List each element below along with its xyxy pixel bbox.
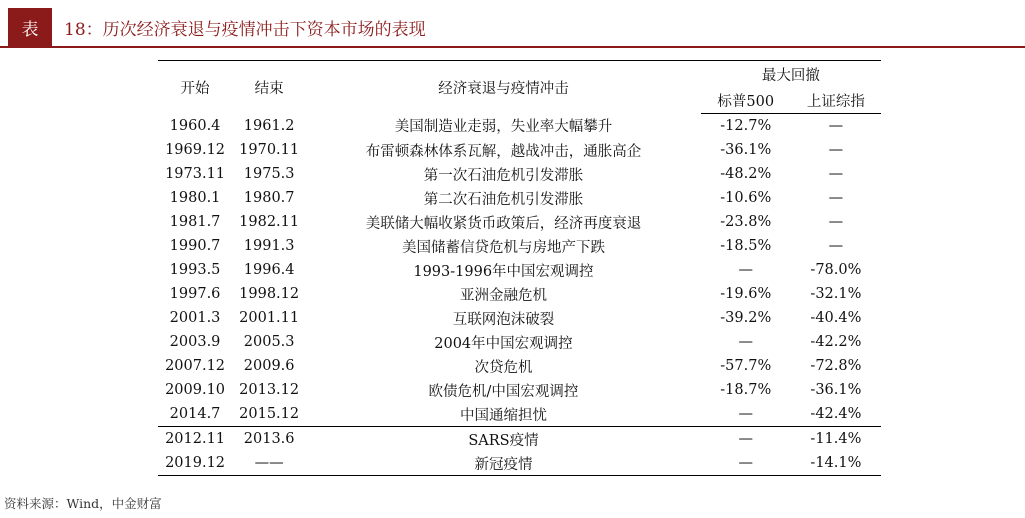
cell-end: 1970.11 xyxy=(239,142,300,158)
cell-start: 2001.3 xyxy=(169,310,221,326)
cell-start: 2019.12 xyxy=(165,455,226,471)
epidemic-rows xyxy=(158,427,881,476)
col-header-end: 结束 xyxy=(254,80,284,97)
table-row xyxy=(158,451,881,476)
cell-shanghai: -42.2% xyxy=(810,334,862,350)
table-row xyxy=(158,354,881,378)
cell-sp500: -19.6% xyxy=(720,286,772,302)
table-row xyxy=(158,234,881,258)
cell-end: 1998.12 xyxy=(239,286,300,302)
cell-start: 1980.1 xyxy=(169,190,221,206)
col-header-start: 开始 xyxy=(180,80,210,97)
cell-sp500: -57.7% xyxy=(720,358,772,374)
cell-start: 1960.4 xyxy=(169,117,221,134)
cell-end: 2009.6 xyxy=(243,358,295,374)
recession-drawdown-table xyxy=(158,60,881,476)
cell-start: 1973.11 xyxy=(165,166,226,182)
cell-sp500: — xyxy=(701,427,791,452)
cell-shanghai: -32.1% xyxy=(810,286,862,302)
cell-sp500: -12.7% xyxy=(720,118,772,134)
cell-shanghai: -72.8% xyxy=(810,358,862,374)
cell-sp500: -39.2% xyxy=(720,310,772,326)
cell-start: 2007.12 xyxy=(165,358,226,374)
table-row xyxy=(158,402,881,427)
table-row xyxy=(158,162,881,186)
cell-end: —— xyxy=(254,455,284,471)
table-row xyxy=(158,210,881,234)
cell-shanghai: — xyxy=(828,214,844,230)
cell-sp500: -18.5% xyxy=(720,238,772,254)
cell-event: 互联网泡沫破裂 xyxy=(452,311,555,328)
cell-event: 欧债危机/中国宏观调控 xyxy=(428,383,579,400)
cell-event: 美国储蓄信贷危机与房地产下跌 xyxy=(401,239,605,256)
cell-sp500: — xyxy=(738,334,754,350)
cell-event: 1993-1996年中国宏观调控 xyxy=(413,263,594,280)
cell-shanghai: — xyxy=(828,190,844,206)
col-header-shanghai: 上证综指 xyxy=(791,87,881,114)
cell-shanghai: -36.1% xyxy=(810,382,862,398)
table-row xyxy=(158,330,881,354)
cell-shanghai: — xyxy=(828,142,844,158)
cell-start: 1997.6 xyxy=(169,286,221,302)
cell-sp500: — xyxy=(738,262,754,278)
col-header-event: 经济衰退与疫情冲击 xyxy=(438,80,569,97)
figure-header xyxy=(0,8,1025,48)
cell-sp500: -18.7% xyxy=(720,382,772,398)
cell-sp500: -10.6% xyxy=(720,190,772,206)
cell-event: 2004年中国宏观调控 xyxy=(434,335,573,352)
cell-shanghai: -14.1% xyxy=(810,455,862,471)
cell-end: 1961.2 xyxy=(243,117,295,134)
col-header-sp500: 标普500 xyxy=(701,87,791,114)
table-row xyxy=(158,114,881,139)
cell-end: 1996.4 xyxy=(243,262,295,278)
recession-rows xyxy=(158,114,881,427)
cell-start: 2003.9 xyxy=(169,334,221,350)
cell-start: 2014.7 xyxy=(169,406,221,422)
cell-event: SARS疫情 xyxy=(306,427,701,452)
cell-shanghai: -11.4% xyxy=(791,427,881,452)
table-row xyxy=(158,186,881,210)
cell-event: 中国通缩担忧 xyxy=(459,407,547,424)
cell-event: 亚洲金融危机 xyxy=(459,287,547,304)
cell-end: 2013.12 xyxy=(239,382,300,398)
cell-event: 第一次石油危机引发滞胀 xyxy=(423,167,584,184)
cell-start: 1993.5 xyxy=(169,262,221,278)
table-row xyxy=(158,138,881,162)
cell-end: 1980.7 xyxy=(243,190,295,206)
cell-start: 1990.7 xyxy=(169,238,221,254)
cell-start: 2009.10 xyxy=(165,382,226,398)
table-row xyxy=(158,427,881,452)
cell-sp500: — xyxy=(738,406,754,422)
table-row xyxy=(158,258,881,282)
cell-shanghai: -40.4% xyxy=(810,310,862,326)
cell-event: 美国制造业走弱，失业率大幅攀升 xyxy=(394,119,613,136)
cell-shanghai: — xyxy=(828,166,844,182)
source-note: 资料来源：Wind，中金财富 xyxy=(4,496,162,511)
cell-shanghai: -42.4% xyxy=(810,406,862,422)
cell-end: 1991.3 xyxy=(243,238,295,254)
table-tag: 表 xyxy=(8,8,52,46)
cell-start: 1969.12 xyxy=(165,142,226,158)
cell-end: 1975.3 xyxy=(243,166,295,182)
cell-event: 新冠疫情 xyxy=(474,456,533,473)
cell-event: 美联储大幅收紧货币政策后，经济再度衰退 xyxy=(365,215,642,232)
table-row xyxy=(158,282,881,306)
cell-end: 2015.12 xyxy=(239,406,300,422)
cell-sp500: -48.2% xyxy=(720,166,772,182)
cell-sp500: -36.1% xyxy=(720,142,772,158)
col-header-max-drawdown: 最大回撤 xyxy=(761,67,820,84)
cell-shanghai: -78.0% xyxy=(810,262,862,278)
cell-start: 1981.7 xyxy=(169,214,221,230)
table-title: 18：历次经济衰退与疫情冲击下资本市场的表现 xyxy=(64,20,426,40)
cell-event: 次贷危机 xyxy=(474,359,533,376)
cell-shanghai: — xyxy=(828,238,844,254)
cell-start: 2012.11 xyxy=(158,427,232,452)
cell-end: 2013.6 xyxy=(232,427,306,452)
cell-event: 第二次石油危机引发滞胀 xyxy=(423,191,584,208)
table-row xyxy=(158,378,881,402)
cell-sp500: -23.8% xyxy=(720,214,772,230)
cell-shanghai: — xyxy=(828,118,844,134)
cell-sp500: — xyxy=(738,455,754,471)
cell-end: 1982.11 xyxy=(239,214,300,230)
table-row xyxy=(158,306,881,330)
cell-event: 布雷顿森林体系瓦解，越战冲击，通胀高企 xyxy=(365,143,642,160)
cell-end: 2001.11 xyxy=(239,310,300,326)
cell-end: 2005.3 xyxy=(243,334,295,350)
